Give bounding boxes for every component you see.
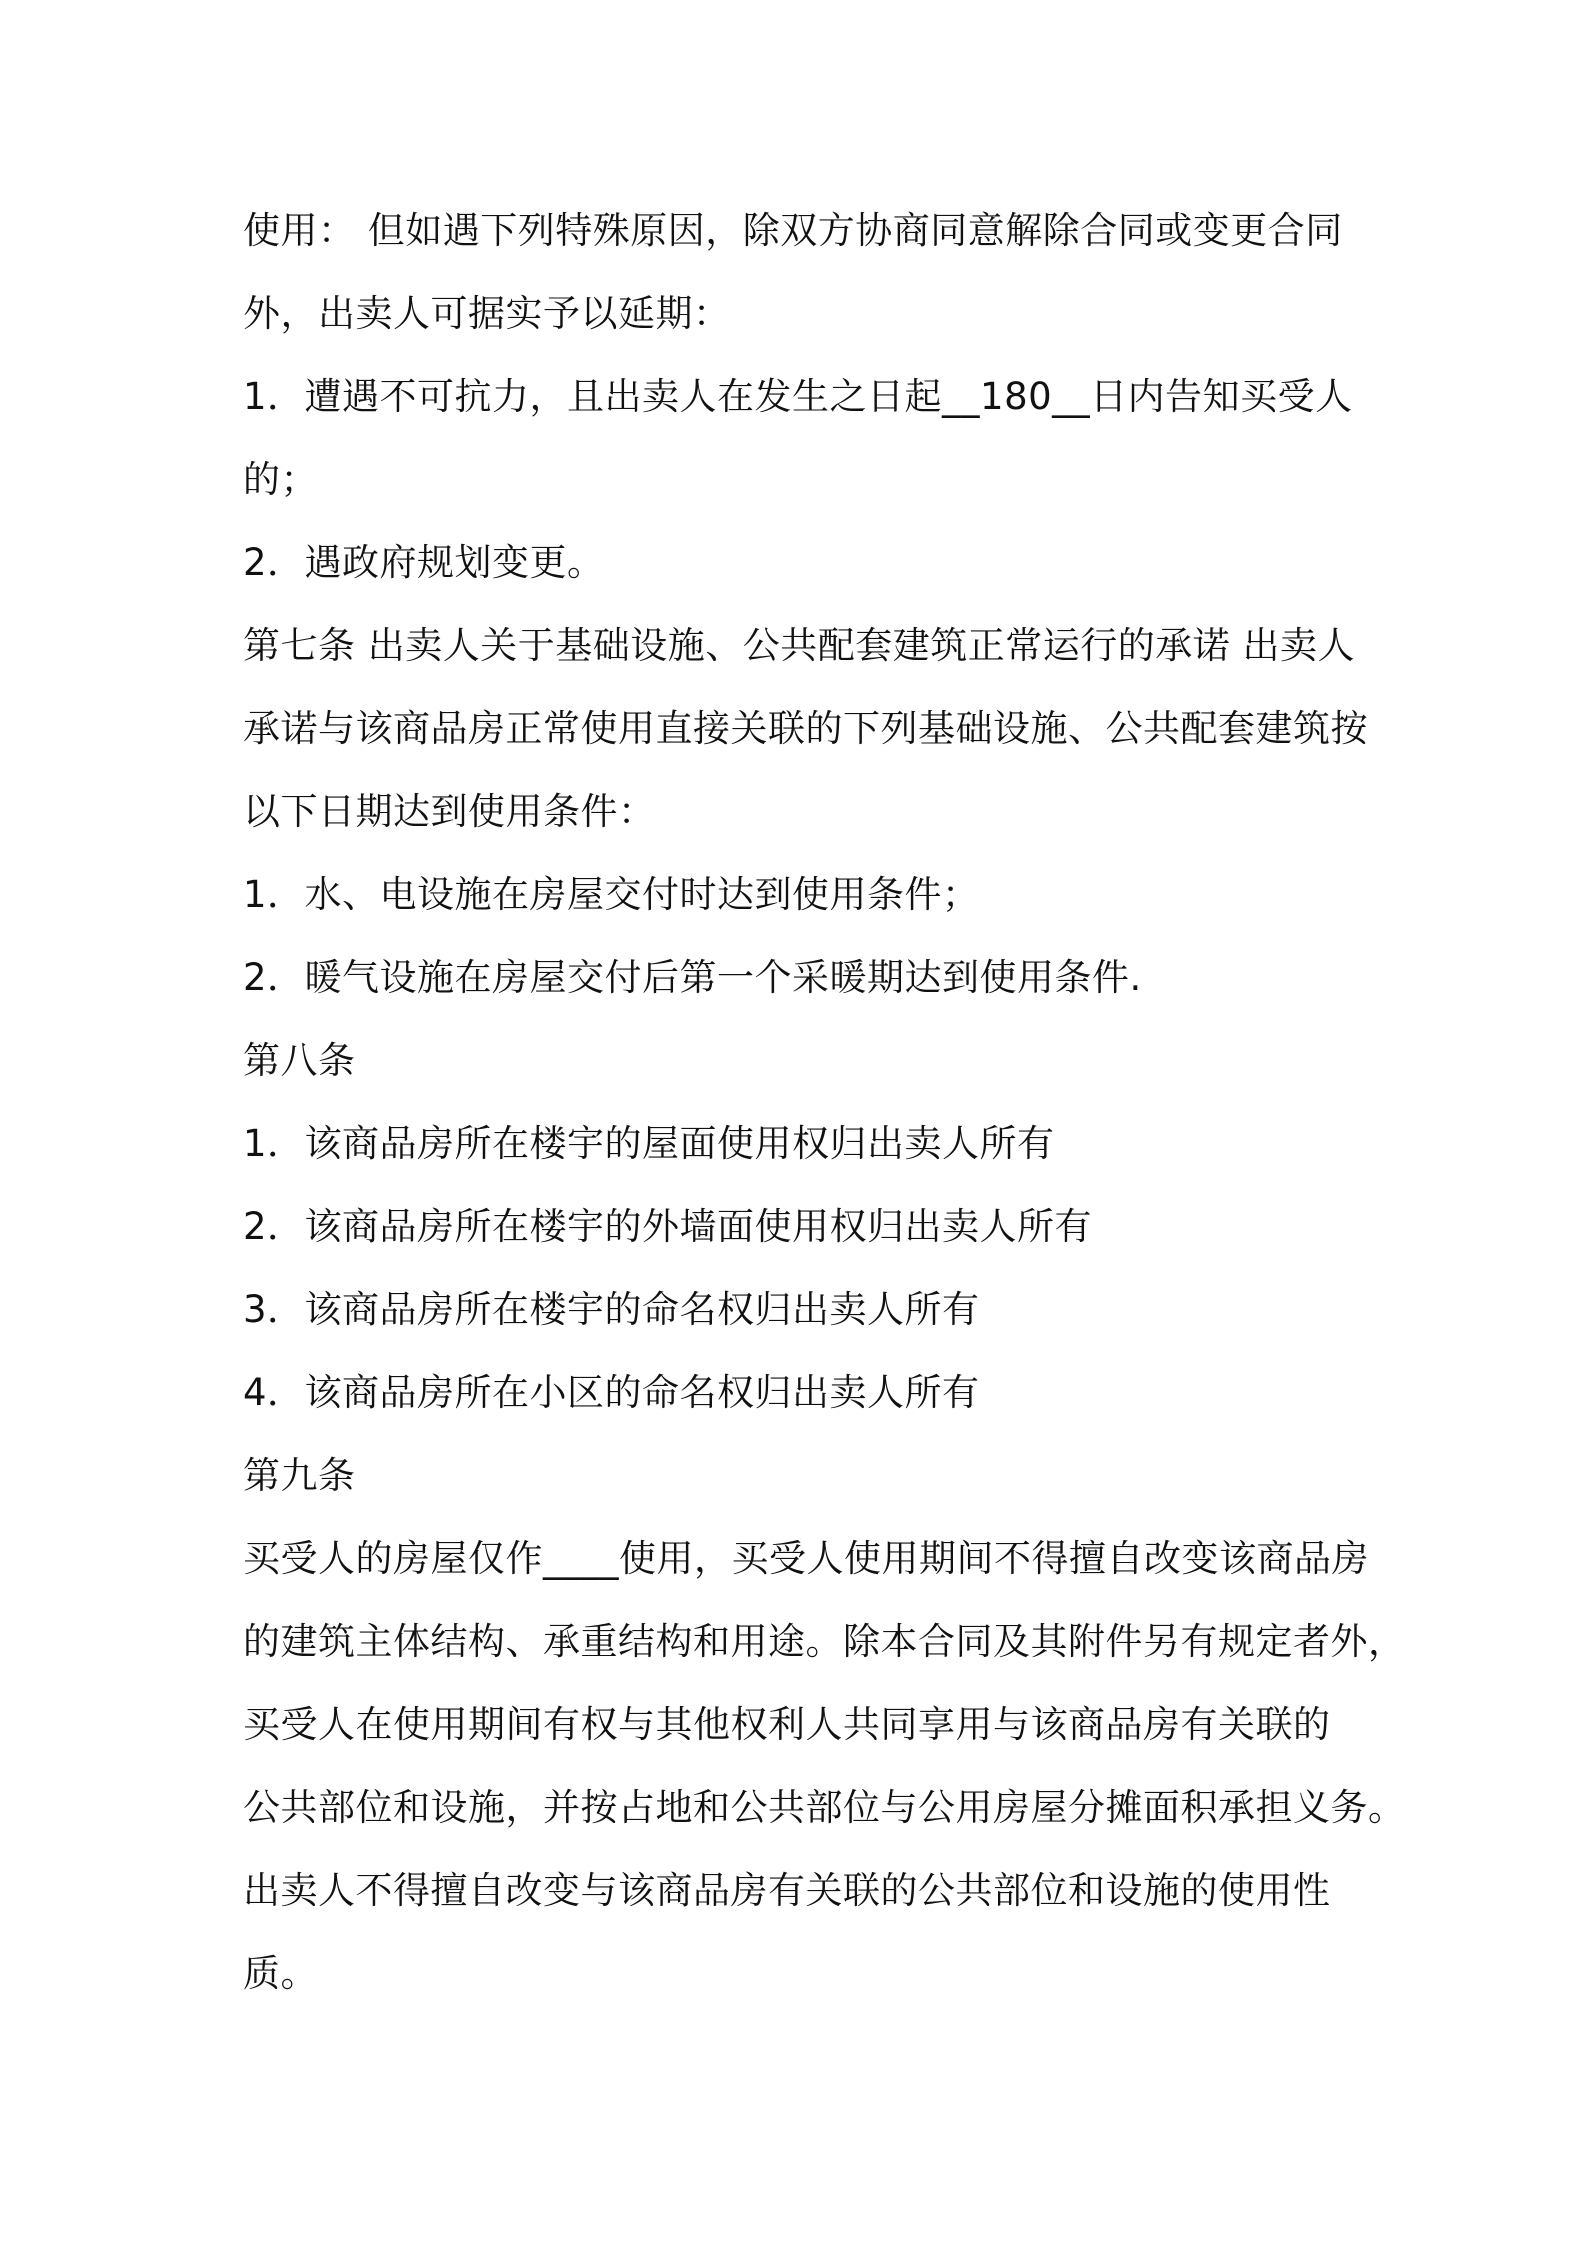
section-heading: 第七条 出卖人关于基础设施、公共配套建筑正常运行的承诺 出卖人 xyxy=(243,624,1356,667)
section-heading: 第八条 xyxy=(243,1039,356,1082)
text-line: 外，出卖人可据实予以延期： xyxy=(243,292,731,335)
text-line: 1．水、电设施在房屋交付时达到使用条件； xyxy=(243,873,980,916)
text-line: 2．遇政府规划变更。 xyxy=(243,541,605,584)
text-line: 质。 xyxy=(243,1952,318,1995)
text-line: 1．该商品房所在楼宇的屋面使用权归出卖人所有 xyxy=(243,1122,1055,1165)
text-line: 买受人在使用期间有权与其他权利人共同享用与该商品房有关联的 xyxy=(243,1703,1331,1746)
text-line: 4．该商品房所在小区的命名权归出卖人所有 xyxy=(243,1371,980,1414)
text-line: 买受人的房屋仅作____使用，买受人使用期间不得擅自改变该商品房 xyxy=(243,1537,1369,1580)
text-line: 2．该商品房所在楼宇的外墙面使用权归出卖人所有 xyxy=(243,1205,1093,1248)
text-line: 以下日期达到使用条件： xyxy=(243,790,656,833)
text-line: 3．该商品房所在楼宇的命名权归出卖人所有 xyxy=(243,1288,980,1331)
text-line: 2．暖气设施在房屋交付后第一个采暖期达到使用条件. xyxy=(243,956,1142,999)
text-line: 使用： 但如遇下列特殊原因，除双方协商同意解除合同或变更合同 xyxy=(243,209,1343,252)
text-line: 的； xyxy=(243,458,318,501)
text-line: 的建筑主体结构、承重结构和用途。除本合同及其附件另有规定者外， xyxy=(243,1620,1406,1663)
text-line: 出卖人不得擅自改变与该商品房有关联的公共部位和设施的使用性 xyxy=(243,1869,1331,1912)
text-line: 1．遭遇不可抗力，且出卖人在发生之日起__180__日内告知买受人 xyxy=(243,375,1353,418)
section-heading: 第九条 xyxy=(243,1454,356,1497)
text-line: 公共部位和设施，并按占地和公共部位与公用房屋分摊面积承担义务。 xyxy=(243,1786,1406,1829)
text-line: 承诺与该商品房正常使用直接关联的下列基础设施、公共配套建筑按 xyxy=(243,707,1368,750)
